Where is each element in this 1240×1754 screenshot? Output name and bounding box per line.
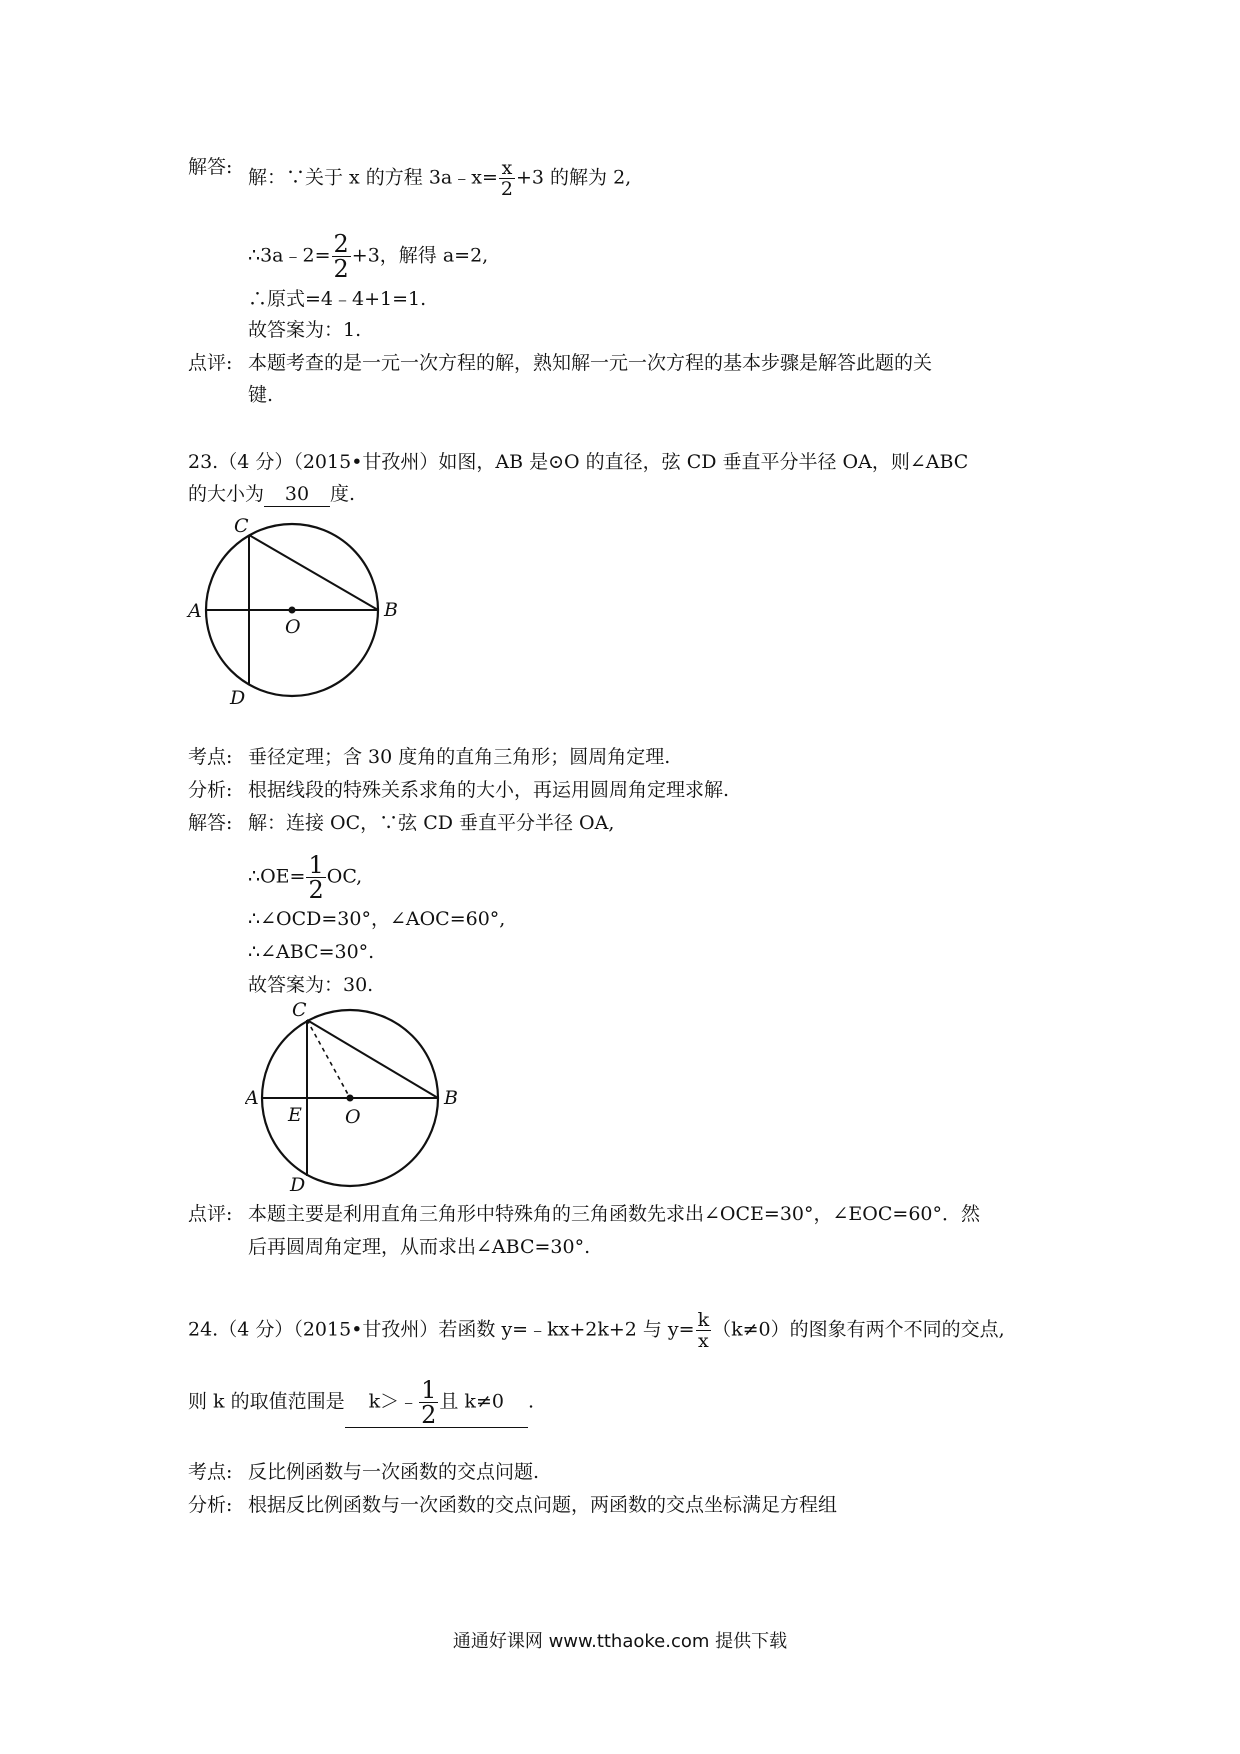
q23-figure-1 bbox=[185, 505, 410, 710]
q22-answer-line-1: 解：∵关于 x 的方程 3a﹣x= $\frac{x}{2}$ +3 的解为 2, bbox=[248, 157, 632, 200]
q24-fenxi: 根据反比例函数与一次函数的交点问题，两函数的交点坐标满足方程组 bbox=[248, 1494, 838, 1516]
label-a: A bbox=[245, 1087, 259, 1109]
label-d: D bbox=[230, 687, 246, 709]
q23-kaodian-label: 考点: bbox=[188, 746, 233, 768]
q22-comment-line-2: 键. bbox=[248, 384, 274, 406]
q22-answer-line-3: ∴原式=4﹣4+1=1. bbox=[248, 288, 427, 310]
q23-stem-line-1: 23.（4 分）（2015•甘孜州）如图，AB 是⊙O 的直径，弦 CD 垂直平分半径 OA，则∠ABC bbox=[188, 451, 969, 473]
q23-answer-blank: 30 bbox=[264, 482, 330, 507]
label-o: O bbox=[285, 616, 301, 638]
q23-fenxi: 根据线段的特殊关系求角的大小，再运用圆周角定理求解. bbox=[248, 779, 730, 801]
label-o: O bbox=[345, 1106, 361, 1128]
fraction: $\frac{k}{x}$ bbox=[697, 1309, 710, 1352]
label-b: B bbox=[444, 1087, 458, 1109]
q24-kaodian-label: 考点: bbox=[188, 1461, 233, 1483]
q23-answer-line-2: ∴OE= $\frac{1}{2}$ OC, bbox=[248, 851, 363, 904]
q23-fenxi-label: 分析: bbox=[188, 779, 233, 801]
fraction: $\frac{2}{2}$ bbox=[333, 230, 349, 283]
q23-stem-line-2: 的大小为 30 度. bbox=[188, 483, 356, 505]
q22-answer-line-2: ∴3a﹣2= $\frac{2}{2}$ +3，解得 a=2, bbox=[248, 230, 489, 283]
q22-answer-label: 解答: bbox=[188, 156, 233, 178]
q23-answer-line-4: ∴∠ABC=30°. bbox=[248, 941, 375, 963]
q23-answer-line-3: ∴∠OCD=30°，∠AOC=60°, bbox=[248, 908, 506, 930]
q23-kaodian: 垂径定理；含 30 度角的直角三角形；圆周角定理. bbox=[248, 746, 671, 768]
label-c: C bbox=[234, 515, 249, 537]
q22-answer-line-4: 故答案为：1. bbox=[248, 319, 362, 341]
q23-comment-line-2: 后再圆周角定理，从而求出∠ABC=30°. bbox=[248, 1236, 591, 1258]
label-e: E bbox=[288, 1104, 302, 1126]
q23-answer-line-1: 解：连接 OC，∵弦 CD 垂直平分半径 OA, bbox=[248, 812, 615, 834]
q24-answer-blank: k＞﹣ $\frac{1}{2}$ 且 k≠0 bbox=[345, 1378, 528, 1428]
footer: 通通好课网 www.tthaoke.com 提供下载 bbox=[452, 1631, 788, 1652]
q23-answer-line-5: 故答案为：30. bbox=[248, 974, 374, 996]
fraction: $\frac{1}{2}$ bbox=[308, 851, 324, 904]
label-a: A bbox=[188, 600, 202, 622]
label-b: B bbox=[384, 599, 398, 621]
label-d: D bbox=[290, 1174, 306, 1196]
q24-kaodian: 反比例函数与一次函数的交点问题. bbox=[248, 1461, 540, 1483]
q22-comment-label: 点评: bbox=[188, 352, 233, 374]
q23-comment-line-1: 本题主要是利用直角三角形中特殊角的三角函数先求出∠OCE=30°，∠EOC=60°．然 bbox=[248, 1203, 981, 1225]
q23-figure-2 bbox=[245, 998, 470, 1198]
q22-comment-line-1: 本题考查的是一元一次方程的解，熟知解一元一次方程的基本步骤是解答此题的关 bbox=[248, 352, 933, 374]
q24-fenxi-label: 分析: bbox=[188, 1494, 233, 1516]
fraction: $\frac{1}{2}$ bbox=[421, 1376, 437, 1429]
fraction: $\frac{x}{2}$ bbox=[500, 157, 513, 200]
q24-stem-line-1: 24.（4 分）（2015•甘孜州）若函数 y=﹣kx+2k+2 与 y= $\frac{k}{x}$ （k≠0）的图象有两个不同的交点, bbox=[188, 1309, 1005, 1352]
q24-stem-line-2: 则 k 的取值范围是 k＞﹣ $\frac{1}{2}$ 且 k≠0 . bbox=[188, 1376, 534, 1429]
q23-answer-label: 解答: bbox=[188, 812, 233, 834]
q23-comment-label: 点评: bbox=[188, 1203, 233, 1225]
label-c: C bbox=[292, 999, 307, 1021]
